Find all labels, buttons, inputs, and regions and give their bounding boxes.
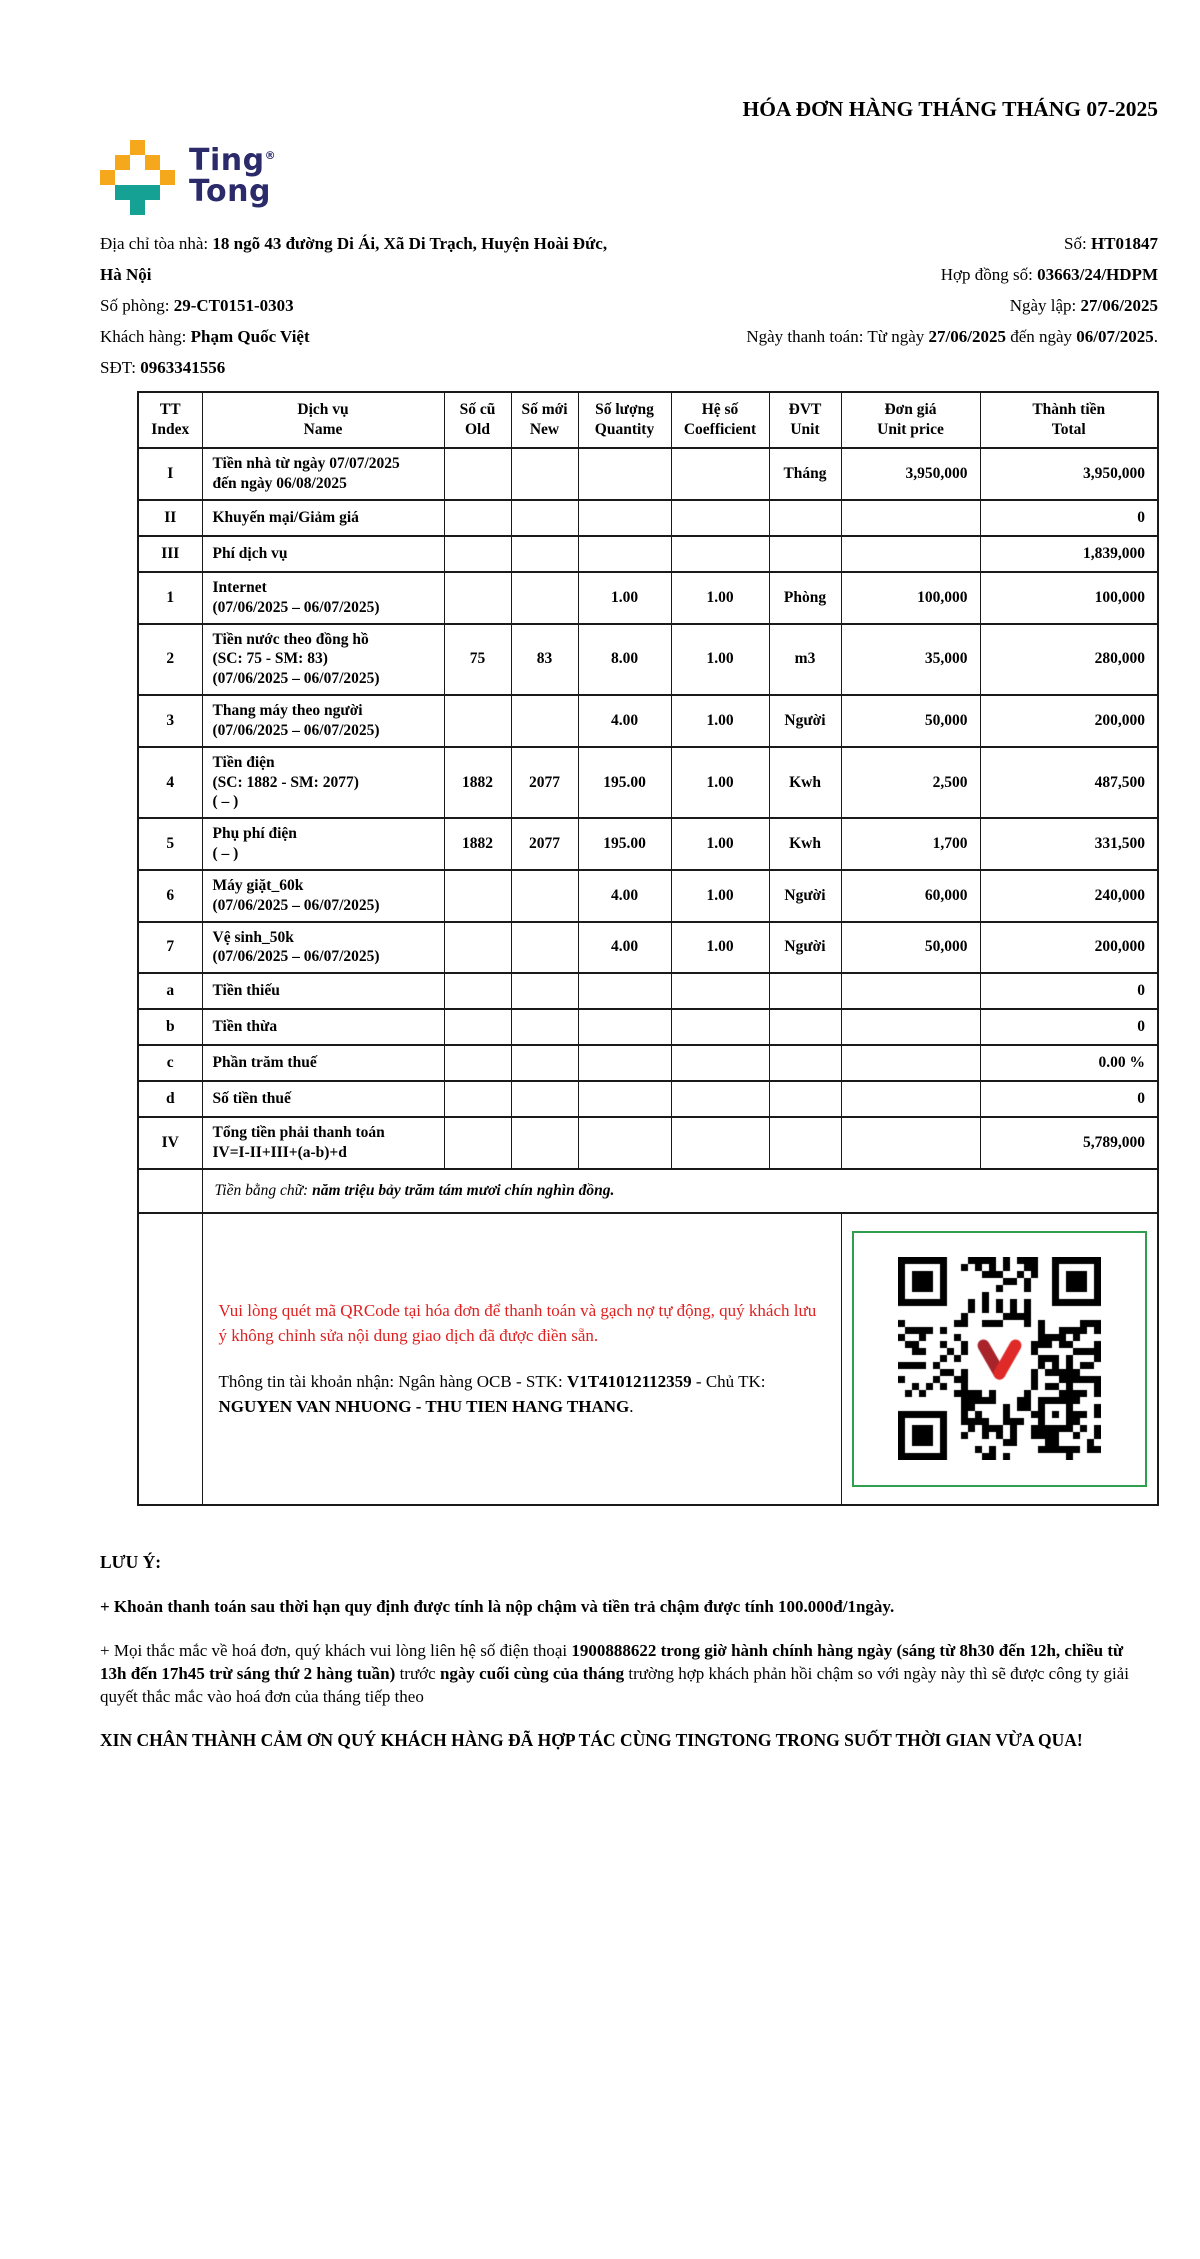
cell-total: 3,950,000 xyxy=(980,448,1158,500)
text-part: năm triệu bảy trăm tám mươi chín nghìn đồng. xyxy=(312,1181,615,1199)
cell-old xyxy=(444,1009,511,1045)
col-header-price: Đơn giá Unit price xyxy=(841,392,980,448)
cell-new xyxy=(511,870,578,922)
text-part: 18 ngõ 43 đường Di Ái, Xã Di Trạch, Huyện Hoài Đức, Hà Nội xyxy=(100,234,608,284)
cell-coef xyxy=(671,536,769,572)
cell-index: c xyxy=(138,1045,202,1081)
cell-index: 3 xyxy=(138,695,202,747)
text-part: Số phòng: xyxy=(100,296,174,315)
invoice-info xyxy=(100,228,1158,383)
text-part: Địa chỉ tòa nhà: xyxy=(100,234,213,253)
cell-old xyxy=(444,973,511,1009)
text-part: 1900888622 trong giờ hành chính hàng ngày (sáng từ 8h30 đến 12h, chiều từ 13h đến 17h45 trừ sáng thứ 2 hàng tuần) xyxy=(100,1640,1124,1683)
logo-pixel xyxy=(130,200,145,215)
cell-qty xyxy=(578,1009,671,1045)
cell-unit: m3 xyxy=(769,624,841,695)
cell-qty xyxy=(578,1117,671,1169)
qr-row xyxy=(138,1213,1158,1505)
text-part: Số: xyxy=(1064,234,1091,253)
thank-you-note: XIN CHÂN THÀNH CẢM ƠN QUÝ KHÁCH HÀNG ĐÃ HỢP TÁC CÙNG TINGTONG TRONG SUỐT THỜI GIAN VỪA QUA! xyxy=(100,1729,1083,1750)
cell-index: 4 xyxy=(138,747,202,818)
cell-old xyxy=(444,1045,511,1081)
col-header-old: Số cũ Old xyxy=(444,392,511,448)
cell-total: 0.00 % xyxy=(980,1045,1158,1081)
cell-qty xyxy=(578,1081,671,1117)
table-header-row xyxy=(138,392,1158,448)
cell-unit xyxy=(769,1117,841,1169)
text-part: ngày cuối cùng của tháng xyxy=(439,1663,625,1683)
cell-price xyxy=(841,1081,980,1117)
cell-unit xyxy=(769,1045,841,1081)
cell-qty xyxy=(578,1045,671,1081)
cell-qty: 8.00 xyxy=(578,624,671,695)
logo-pixel xyxy=(115,155,130,170)
table-body xyxy=(138,448,1158,1169)
cell-new xyxy=(511,973,578,1009)
col-header-name: Dịch vụ Name xyxy=(202,392,444,448)
cell-coef xyxy=(671,973,769,1009)
cell-index: 7 xyxy=(138,922,202,974)
cell-index: III xyxy=(138,536,202,572)
cell-unit xyxy=(769,500,841,536)
service-row-5 xyxy=(138,818,1158,870)
text-part: 06/07/2025 xyxy=(1076,327,1154,346)
cell-new xyxy=(511,500,578,536)
notes-heading: LƯU Ý: xyxy=(100,1551,162,1572)
col-header-new: Số mới New xyxy=(511,392,578,448)
cell-name: Thang máy theo người (07/06/2025 – 06/07/2025) xyxy=(202,695,444,747)
cell-name: Tổng tiền phải thanh toán IV=I-II+III+(a-b)+d xyxy=(202,1117,444,1169)
service-row-b xyxy=(138,1009,1158,1045)
cell-old xyxy=(444,922,511,974)
cell-unit: Người xyxy=(769,695,841,747)
cell-old xyxy=(444,695,511,747)
cell-coef: 1.00 xyxy=(671,870,769,922)
text-part: Khách hàng: xyxy=(100,327,191,346)
cell-name: Khuyến mại/Giảm giá xyxy=(202,500,444,536)
qr-code-cell xyxy=(841,1213,1158,1505)
cell-index: 5 xyxy=(138,818,202,870)
text-part: - Chủ TK: xyxy=(691,1371,766,1391)
cell-index: 1 xyxy=(138,572,202,624)
col-header-coef: Hệ số Coefficient xyxy=(671,392,769,448)
cell-new: 83 xyxy=(511,624,578,695)
cell-unit: Kwh xyxy=(769,747,841,818)
invoice-number-line xyxy=(645,228,1158,259)
cell-old xyxy=(444,1081,511,1117)
cell-new xyxy=(511,922,578,974)
hotline-note xyxy=(100,1639,1150,1708)
logo-pixel xyxy=(115,185,160,200)
logo-pixel xyxy=(100,170,115,185)
cell-coef xyxy=(671,1081,769,1117)
text-part: 29-CT0151-0303 xyxy=(173,296,294,315)
cell-total: 0 xyxy=(980,1009,1158,1045)
cell-coef: 1.00 xyxy=(671,818,769,870)
cell-qty xyxy=(578,500,671,536)
text-part: HT01847 xyxy=(1090,234,1158,253)
text-part: V1T41012112359 xyxy=(566,1371,692,1391)
service-row-3 xyxy=(138,695,1158,747)
cell-price xyxy=(841,1117,980,1169)
text-part: Hợp đồng số: xyxy=(940,265,1038,284)
cell-total: 5,789,000 xyxy=(980,1117,1158,1169)
cell-coef: 1.00 xyxy=(671,747,769,818)
cell-price: 60,000 xyxy=(841,870,980,922)
room-line xyxy=(100,290,625,321)
service-row-2 xyxy=(138,624,1158,695)
cell-unit: Người xyxy=(769,922,841,974)
tingtong-logo-icon xyxy=(100,140,175,218)
text-part: 27/06/2025 xyxy=(928,327,1006,346)
cell-coef xyxy=(671,1009,769,1045)
cell-index: IV xyxy=(138,1117,202,1169)
cell-new: 2077 xyxy=(511,747,578,818)
cell-qty xyxy=(578,973,671,1009)
contract-line xyxy=(645,259,1158,290)
late-payment-note: + Khoản thanh toán sau thời hạn quy định được tính là nộp chậm và tiền trả chậm được tính 100.000đ/1ngày. xyxy=(100,1596,895,1616)
service-row-II xyxy=(138,500,1158,536)
text-part: Phạm Quốc Việt xyxy=(190,327,310,346)
cell-price xyxy=(841,500,980,536)
logo-pixel xyxy=(160,170,175,185)
col-header-total: Thành tiền Total xyxy=(980,392,1158,448)
cell-new: 2077 xyxy=(511,818,578,870)
col-header-unit: ĐVT Unit xyxy=(769,392,841,448)
cell-coef xyxy=(671,500,769,536)
service-row-4 xyxy=(138,747,1158,818)
cell-unit: Phòng xyxy=(769,572,841,624)
cell-new xyxy=(511,1009,578,1045)
text-part: 0963341556 xyxy=(140,358,226,377)
cell-price: 50,000 xyxy=(841,695,980,747)
cell-qty: 195.00 xyxy=(578,747,671,818)
cell-total: 200,000 xyxy=(980,695,1158,747)
cell-coef: 1.00 xyxy=(671,695,769,747)
cell-coef: 1.00 xyxy=(671,922,769,974)
qr-code xyxy=(898,1257,1101,1460)
cell-old xyxy=(444,870,511,922)
service-row-IV xyxy=(138,1117,1158,1169)
logo-word-2: Tong xyxy=(189,173,271,209)
cell-coef: 1.00 xyxy=(671,572,769,624)
cell-old xyxy=(444,500,511,536)
cell-name: Tiền nước theo đồng hồ (SC: 75 - SM: 83) (07/06/2025 – 06/07/2025) xyxy=(202,624,444,695)
invoice-header xyxy=(100,0,1158,218)
cell-qty: 4.00 xyxy=(578,870,671,922)
cell-qty: 195.00 xyxy=(578,818,671,870)
cell-index: I xyxy=(138,448,202,500)
payment-instructions-cell xyxy=(202,1213,841,1505)
cell-total: 240,000 xyxy=(980,870,1158,922)
cell-name: Tiền điện (SC: 1882 - SM: 2077) ( – ) xyxy=(202,747,444,818)
cell-total: 200,000 xyxy=(980,922,1158,974)
cell-price: 3,950,000 xyxy=(841,448,980,500)
cell-empty xyxy=(138,1213,202,1505)
cell-price xyxy=(841,1045,980,1081)
cell-old xyxy=(444,536,511,572)
cell-index: b xyxy=(138,1009,202,1045)
amount-in-words xyxy=(202,1169,1158,1213)
phone-line xyxy=(100,352,625,383)
text-part: + Mọi thắc mắc về hoá đơn, quý khách vui lòng liên hệ số điện thoại xyxy=(100,1640,572,1660)
cell-qty xyxy=(578,536,671,572)
cell-old: 1882 xyxy=(444,747,511,818)
service-row-c xyxy=(138,1045,1158,1081)
cell-old: 75 xyxy=(444,624,511,695)
cell-total: 280,000 xyxy=(980,624,1158,695)
cell-total: 1,839,000 xyxy=(980,536,1158,572)
service-row-a xyxy=(138,973,1158,1009)
table-footer-section xyxy=(138,1169,1158,1505)
invoice-meta xyxy=(625,228,1158,383)
cell-index: 2 xyxy=(138,624,202,695)
cell-name: Phần trăm thuế xyxy=(202,1045,444,1081)
cell-name: Vệ sinh_50k (07/06/2025 – 06/07/2025) xyxy=(202,922,444,974)
cell-unit: Kwh xyxy=(769,818,841,870)
cell-name: Tiền thiếu xyxy=(202,973,444,1009)
cell-unit xyxy=(769,536,841,572)
cell-price: 35,000 xyxy=(841,624,980,695)
cell-old xyxy=(444,572,511,624)
cell-new xyxy=(511,695,578,747)
cell-index: d xyxy=(138,1081,202,1117)
cell-coef xyxy=(671,1045,769,1081)
service-row-1 xyxy=(138,572,1158,624)
customer-line xyxy=(100,321,625,352)
text-part: . xyxy=(1153,327,1158,346)
text-part: trường hợp khách phản hồi chậm so với ngày này thì sẽ được công ty giải quyết thắc mắc vào hoá đơn của tháng tiếp theo xyxy=(100,1663,1129,1706)
tingtong-logo xyxy=(100,140,276,218)
cell-coef xyxy=(671,1117,769,1169)
cell-coef: 1.00 xyxy=(671,624,769,695)
tingtong-logo-text xyxy=(189,143,277,218)
cell-qty xyxy=(578,448,671,500)
text-part: Ngày thanh toán: Từ ngày xyxy=(746,327,929,346)
logo-word-1: Ting xyxy=(189,143,265,178)
cell-new xyxy=(511,1117,578,1169)
cell-total: 0 xyxy=(980,1081,1158,1117)
logo-pixel xyxy=(130,140,145,155)
service-row-d xyxy=(138,1081,1158,1117)
cell-empty xyxy=(138,1169,202,1213)
service-row-III xyxy=(138,536,1158,572)
cell-name: Internet (07/06/2025 – 06/07/2025) xyxy=(202,572,444,624)
cell-coef xyxy=(671,448,769,500)
cell-price xyxy=(841,973,980,1009)
text-part: trước xyxy=(395,1663,440,1683)
cell-price: 100,000 xyxy=(841,572,980,624)
cell-new xyxy=(511,448,578,500)
cell-total: 100,000 xyxy=(980,572,1158,624)
address-line xyxy=(100,228,625,290)
cell-unit: Tháng xyxy=(769,448,841,500)
payment-period-line xyxy=(645,321,1158,352)
text-part: Tiền bằng chữ: xyxy=(214,1181,313,1199)
cell-name: Phí dịch vụ xyxy=(202,536,444,572)
cell-total: 0 xyxy=(980,500,1158,536)
invoice-table xyxy=(137,391,1159,1506)
cell-new xyxy=(511,1081,578,1117)
amount-in-words-row xyxy=(138,1169,1158,1213)
cell-old xyxy=(444,448,511,500)
qr-code-frame xyxy=(852,1231,1148,1487)
cell-name: Tiền nhà từ ngày 07/07/2025 đến ngày 06/08/2025 xyxy=(202,448,444,500)
col-header-index: TT Index xyxy=(138,392,202,448)
service-row-6 xyxy=(138,870,1158,922)
cell-qty: 4.00 xyxy=(578,922,671,974)
issue-date-line xyxy=(645,290,1158,321)
col-header-qty: Số lượng Quantity xyxy=(578,392,671,448)
cell-index: 6 xyxy=(138,870,202,922)
text-part: . xyxy=(629,1397,634,1417)
cell-total: 331,500 xyxy=(980,818,1158,870)
cell-new xyxy=(511,536,578,572)
cell-unit xyxy=(769,1009,841,1045)
cell-unit: Người xyxy=(769,870,841,922)
qr-notice-text: Vui lòng quét mã QRCode tại hóa đơn để thanh toán và gạch nợ tự động, quý khách lưu ý không chỉnh sửa nội dung giao dịch đã được điền sẵn. xyxy=(218,1300,817,1346)
cell-price: 50,000 xyxy=(841,922,980,974)
cell-old xyxy=(444,1117,511,1169)
text-part: Ngày lập: xyxy=(1009,296,1081,315)
text-part: SĐT: xyxy=(100,358,141,377)
cell-name: Máy giặt_60k (07/06/2025 – 06/07/2025) xyxy=(202,870,444,922)
cell-name: Phụ phí điện ( – ) xyxy=(202,818,444,870)
cell-unit xyxy=(769,973,841,1009)
cell-price: 1,700 xyxy=(841,818,980,870)
text-part: 27/06/2025 xyxy=(1080,296,1158,315)
cell-total: 487,500 xyxy=(980,747,1158,818)
service-row-I xyxy=(138,448,1158,500)
cell-index: II xyxy=(138,500,202,536)
cell-new xyxy=(511,572,578,624)
cell-qty: 4.00 xyxy=(578,695,671,747)
bank-account-info xyxy=(219,1369,825,1420)
cell-name: Tiền thừa xyxy=(202,1009,444,1045)
building-info xyxy=(100,228,625,383)
invoice-title: HÓA ĐƠN HÀNG THÁNG THÁNG 07-2025 xyxy=(742,97,1158,121)
text-part: 03663/24/HDPM xyxy=(1037,265,1158,284)
text-part: Thông tin tài khoản nhận: Ngân hàng OCB - STK: xyxy=(218,1371,567,1391)
cell-index: a xyxy=(138,973,202,1009)
cell-unit xyxy=(769,1081,841,1117)
cell-new xyxy=(511,1045,578,1081)
cell-qty: 1.00 xyxy=(578,572,671,624)
cell-price xyxy=(841,1009,980,1045)
text-part: NGUYEN VAN NHUONG - THU TIEN HANG THANG xyxy=(218,1397,630,1417)
logo-pixel xyxy=(145,155,160,170)
cell-price xyxy=(841,536,980,572)
cell-old: 1882 xyxy=(444,818,511,870)
cell-name: Số tiền thuế xyxy=(202,1081,444,1117)
cell-price: 2,500 xyxy=(841,747,980,818)
text-part: đến ngày xyxy=(1005,327,1077,346)
service-row-7 xyxy=(138,922,1158,974)
registered-mark: ® xyxy=(264,149,277,162)
cell-total: 0 xyxy=(980,973,1158,1009)
